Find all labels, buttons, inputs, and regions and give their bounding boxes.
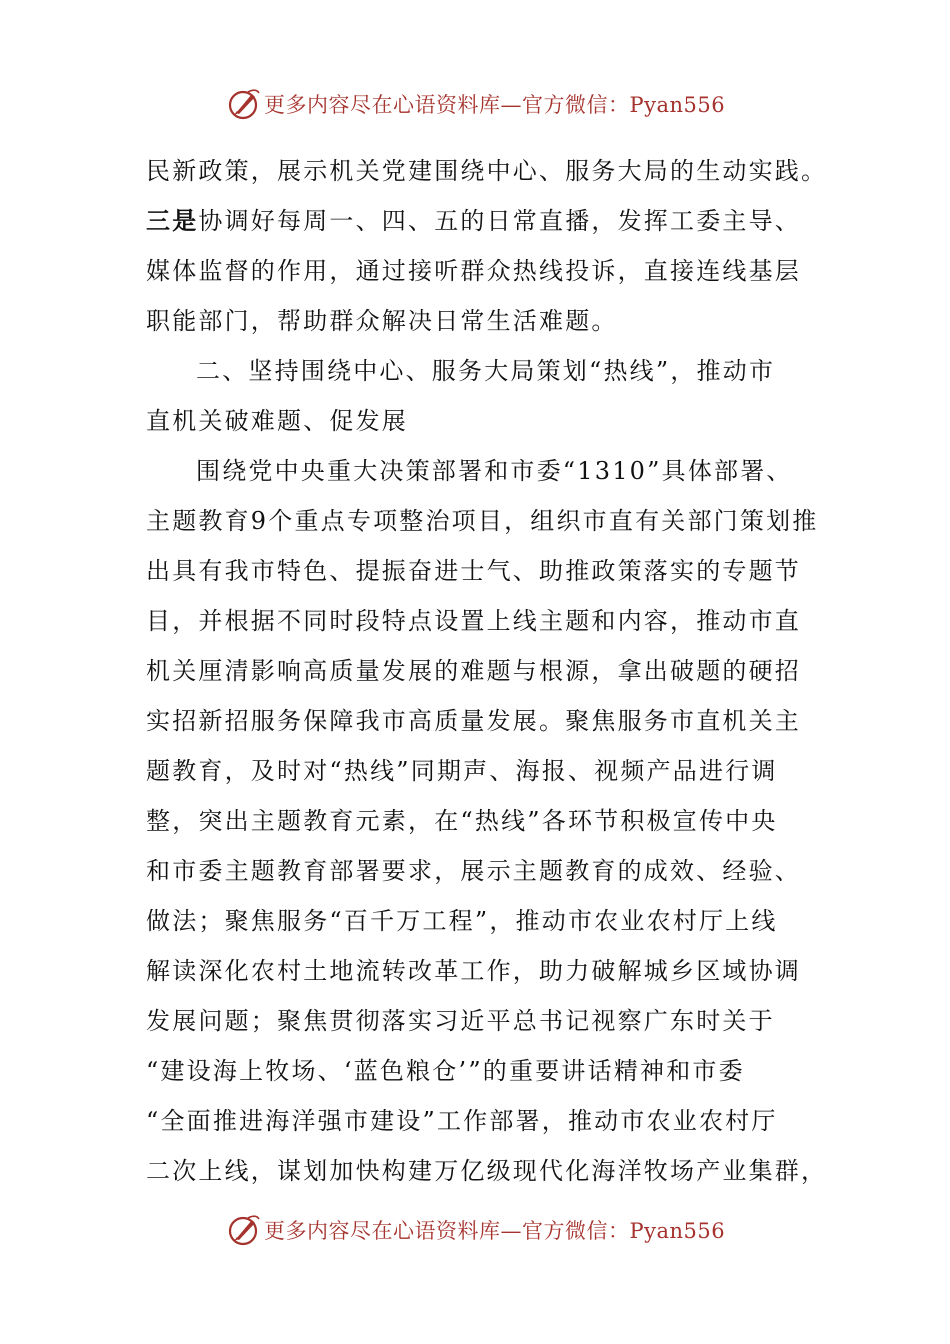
body-text [146, 146, 828, 1196]
line-text: 主题教育9个重点专项整治项目，组织市直有关部门策划推 [146, 507, 819, 535]
bold-lead: 三是 [146, 206, 199, 235]
text-line [146, 896, 806, 946]
text-line [146, 496, 819, 546]
text-line [146, 546, 806, 596]
line-text: 目，并根据不同时段特点设置上线主题和内容，推动市直 [146, 607, 801, 635]
footer-watermark-banner [226, 1210, 725, 1250]
text-line [146, 646, 806, 696]
line-text: 民新政策，展示机关党建围绕中心、服务大局的生动实践。 [146, 157, 828, 185]
line-text: 机关厘清影响高质量发展的难题与根源，拿出破题的硬招 [146, 657, 801, 685]
text-line [146, 446, 806, 496]
line-text: 和市委主题教育部署要求，展示主题教育的成效、经验、 [146, 857, 801, 885]
text-line [146, 1096, 806, 1146]
text-line [146, 246, 806, 296]
text-line [146, 696, 806, 746]
section-heading-text: 二、坚持围绕中心、服务大局策划“热线”，推动市 [196, 357, 776, 385]
text-line [146, 146, 828, 196]
text-line [146, 746, 806, 796]
line-text: 二次上线，谋划加快构建万亿级现代化海洋牧场产业集群， [146, 1157, 828, 1185]
section-heading-line [146, 396, 806, 446]
text-line [146, 846, 806, 896]
text-line [146, 1046, 806, 1096]
text-line [146, 596, 806, 646]
quill-pen-circle-logo [226, 1212, 262, 1248]
section-heading-text: 直机关破难题、促发展 [146, 407, 408, 435]
quill-pen-circle-logo [226, 86, 262, 122]
watermark-text: 更多内容尽在心语资料库—官方微信：Pyan556 [264, 1219, 726, 1243]
text-line [146, 1146, 828, 1196]
header-watermark-banner [226, 84, 725, 124]
text-line [146, 996, 806, 1046]
line-text: 媒体监督的作用，通过接听群众热线投诉，直接连线基层 [146, 257, 801, 285]
text-line [146, 196, 806, 246]
text-line [146, 946, 806, 996]
line-text: 协调好每周一、四、五的日常直播，发挥工委主导、 [198, 207, 802, 235]
line-text: 整，突出主题教育元素，在“热线”各环节积极宣传中央 [146, 807, 778, 835]
line-text: 实招新招服务保障我市高质量发展。聚焦服务市直机关主 [146, 707, 801, 735]
watermark-text: 更多内容尽在心语资料库—官方微信：Pyan556 [264, 93, 726, 117]
line-text: 围绕党中央重大决策部署和市委“1310”具体部署、 [196, 457, 793, 485]
line-text: 做法；聚焦服务“百千万工程”，推动市农业农村厅上线 [146, 907, 778, 935]
line-text: “建设海上牧场、‘蓝色粮仓’”的重要讲话精神和市委 [146, 1057, 745, 1085]
text-line [146, 796, 806, 846]
line-text: 题教育，及时对“热线”同期声、海报、视频产品进行调 [146, 757, 778, 785]
line-text: 解读深化农村土地流转改革工作，助力破解城乡区域协调 [146, 957, 801, 985]
text-line [146, 296, 806, 346]
line-text: 出具有我市特色、提振奋进士气、助推政策落实的专题节 [146, 557, 801, 585]
line-text: 职能部门，帮助群众解决日常生活难题。 [146, 307, 618, 335]
line-text: “全面推进海洋强市建设”工作部署，推动市农业农村厅 [146, 1107, 778, 1135]
section-heading-line [146, 346, 806, 396]
line-text: 发展问题；聚焦贯彻落实习近平总书记视察广东时关于 [146, 1007, 775, 1035]
